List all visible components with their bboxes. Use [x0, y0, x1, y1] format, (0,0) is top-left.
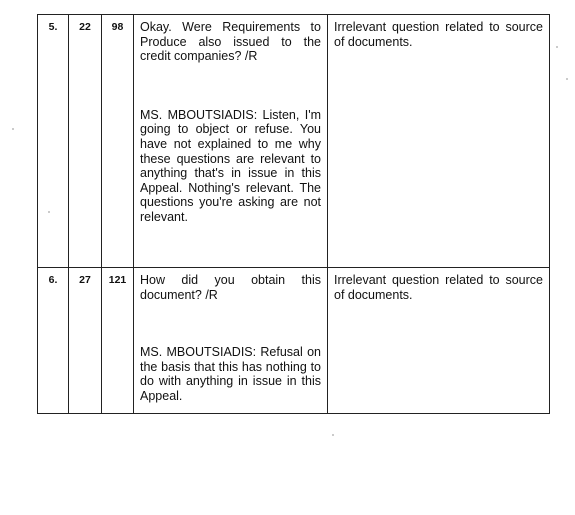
page-number: 22 — [69, 15, 102, 268]
scan-speck — [332, 434, 334, 436]
scan-speck — [48, 211, 50, 213]
scan-speck — [12, 128, 14, 130]
page-number: 27 — [69, 268, 102, 414]
question-cell — [134, 268, 328, 414]
question-text: Okay. Were Requirements to Produce also issued to the credit companies? /R — [140, 20, 321, 64]
item-number: 6. — [38, 268, 69, 414]
objection-text: MS. MBOUTSIADIS: Listen, I'm going to object or refuse. You have not explained to me why these questions are relevant to anything that's in issue in this Appeal. Nothing's relevant. The questions you're asking are not relevant. — [140, 107, 321, 224]
item-number: 5. — [38, 15, 69, 268]
scan-speck — [566, 78, 568, 80]
spacer — [140, 302, 321, 345]
table-row — [38, 268, 550, 414]
spacer — [140, 64, 321, 108]
objection-text: MS. MBOUTSIADIS: Refusal on the basis that this has nothing to do with anything in issue in this Appeal. — [140, 345, 321, 403]
question-number: 98 — [102, 15, 134, 268]
transcript-table — [37, 14, 550, 414]
question-cell — [134, 15, 328, 268]
scan-speck — [556, 46, 558, 48]
reason-text: Irrelevant question related to source of documents. — [328, 15, 550, 268]
question-text: How did you obtain this document? /R — [140, 273, 321, 302]
table-row — [38, 15, 550, 268]
reason-text: Irrelevant question related to source of documents. — [328, 268, 550, 414]
question-number: 121 — [102, 268, 134, 414]
